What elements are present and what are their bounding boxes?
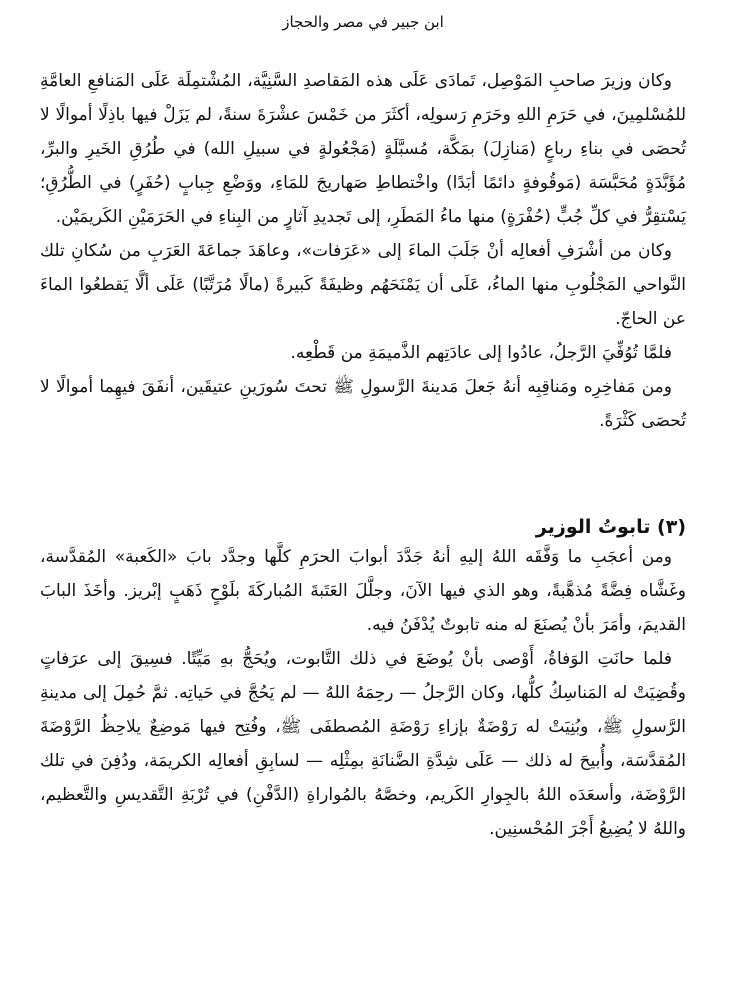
book-page: [40, 0, 686, 1000]
section-vizier-coffin: [40, 540, 686, 846]
running-header: ابن جبير في مصر والحجاز: [282, 13, 444, 31]
paragraph: وكان وزيرَ صاحبِ المَوْصِل، تَمادَى عَلَى هذه المَقاصدِ السَّنِيَّة، المُشْتمِلَة عَلَى المَنافعِ العامَّةِ للمُسْلمِينَ، في حَرَمِ اللهِ وحَرَمِ رَسولِه، أكثَرَ من خَمْسَ عشْرَةَ سنةً، لم يَزَلْ فيها باذِلًا أموالًا لا تُحصَى في بناءِ رباعٍ (مَنازِلَ) بمَكَّة، مُسبَّلَةٍ (مَجْعُولةٍ في سبيلِ الله) في طُرُقِ الخَيرِ والبرِّ، مُؤَبَّدَةٍ مُحَبَّسَة (مَوقُوفةٍ دائمًا أبَدًا) واخْتطاطِ صَهاريجَ للمَاءِ، ووَضْعِ جِبابٍ (حُفَرٍ) في الطُّرُقِ؛ يَسْتقِرُّ في كلِّ جُبٍّ (حُفْرَةٍ) منها ماءُ المَطَرِ، إلى تَجديدِ آثارٍ من البِناءِ في الحَرَمَيْنِ الكَريمَيْن.: [40, 71, 686, 227]
section-vizier-works: [40, 64, 686, 438]
paragraph: فلما حانَتِ الوَفاةُ، أَوْصى بأنْ يُوضَعَ في ذلك التَّابوت، ويُحَجُّ بهِ مَيِّتًا. فسِيقَ إلى عرَفاتٍ وقُضِيَتْ له المَناسِكُ كلُّها، وكان الرَّجلُ — رحِمَهُ اللهُ — لم يَحُجَّ في حَياتِه. ثمَّ حُمِلَ إلى مدينةِ الرَّسولِ ﷺ، وبُنِيَتْ له رَوْضَةٌ بإزاءِ رَوْضَةِ المُصطفَى ﷺ، وفُتِح فيها مَوضِعٌ يلاحِظُ الرَّوْضَةَ المُقدَّسَة، وأُبيحَ له ذلك — عَلَى شِدَّةِ الضَّنانَةِ بمِثْلِه — لسابِقِ أفعالِه الكريمَة، ودُفِنَ في تلك الرَّوْضَة، وأسعَدَه اللهُ بالجِوارِ الكَريم، وخصَّهُ بالمُواراةِ (الدَّفْنِ) في تُرْبَةِ التَّقديسِ والتَّعظيم، واللهُ لا يُضِيعُ أَجْرَ المُحْسنِين.: [40, 649, 686, 839]
paragraph: فلمَّا تُوُفِّيَ الرَّجلُ، عادُوا إلى عادَتِهم الذَّميمَةِ من قَطْعِه.: [290, 343, 672, 363]
paragraph: ومن مَفاخِرِه ومَناقِبِه أنهُ جَعلَ مَدينةَ الرَّسولِ ﷺ تحتَ سُورَينِ عتيقَين، أنفَقَ فيهِما أموالًا لا تُحصَى كَثْرَةً.: [40, 377, 686, 431]
section-heading: (٣) تابوتُ الوزير: [535, 516, 686, 538]
paragraph: وكان من أشْرَفِ أفعالِه أنْ جَلَبَ الماءَ إلى «عَرَفات»، وعاهَدَ جماعَةَ العَرَبِ من سُكانِ تلك النَّواحي المَجْلُوبِ منها الماءُ، عَلَى أن يَمْنَحَهُم وظيفَةً كَبيرةً (مالًا مُرَتَّبًا) عَلَى ألَّا يَقطعُوا الماءَ عن الحاجّ.: [40, 241, 686, 329]
paragraph: ومن أعجَبِ ما وَفَّقَه اللهُ إليهِ أنهُ جَدَّدَ أبوابَ الحرَمِ كلَّها وجدَّد بابَ «الكَعبة» المُقدَّسة، وغَشَّاه فِضَّةً مُذهَّبةً، وهو الذي فيها الآنَ، وجلَّلَ العَتَبةَ المُباركَةَ بلَوْحٍ ذَهَبٍ إبْريز. وأخَذَ البابَ القديمَ، وأمَرَ بأنْ يُصنَعَ له منه تابوتٌ يُدْفَنُ فيه.: [40, 547, 686, 635]
